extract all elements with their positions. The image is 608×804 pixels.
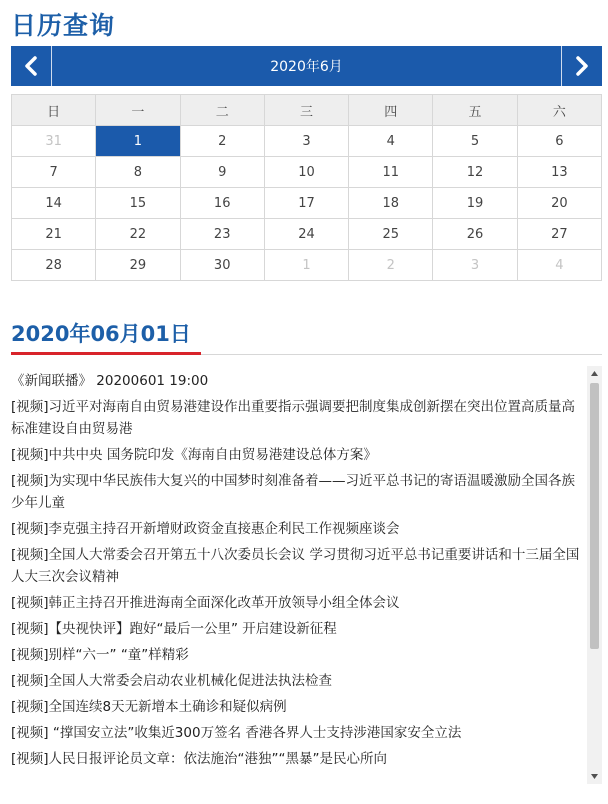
calendar-day[interactable]: 30 [180, 250, 264, 281]
news-item-link[interactable]: [视频]中共中央 国务院印发《海南自由贸易港建设总体方案》 [11, 447, 377, 463]
weekday-label: 六 [517, 95, 601, 126]
calendar-day[interactable]: 29 [96, 250, 180, 281]
month-navigator [11, 46, 602, 86]
news-panel [11, 366, 602, 784]
chevron-right-icon [574, 56, 590, 76]
calendar-day[interactable]: 4 [517, 250, 601, 281]
calendar-day[interactable]: 21 [12, 219, 96, 250]
calendar-day[interactable]: 19 [433, 188, 517, 219]
calendar-day[interactable]: 25 [349, 219, 433, 250]
news-item-link[interactable]: [视频]李克强主持召开新增财政资金直接惠企利民工作视频座谈会 [11, 521, 400, 537]
news-item-link[interactable]: [视频]为实现中华民族伟大复兴的中国梦时刻准备着——习近平总书记的寄语温暖激励全国各族少年儿童 [11, 473, 576, 511]
weekday-label: 日 [12, 95, 96, 126]
weekday-header-row [12, 95, 602, 126]
calendar-grid [11, 94, 602, 281]
calendar-week-row [12, 188, 602, 219]
chevron-left-icon [23, 56, 39, 76]
calendar-day[interactable]: 5 [433, 126, 517, 157]
calendar-day[interactable]: 16 [180, 188, 264, 219]
news-item-link[interactable]: [视频]全国连续8天无新增本土确诊和疑似病例 [11, 699, 287, 715]
scroll-up-arrow[interactable] [587, 366, 602, 381]
calendar-day[interactable]: 10 [264, 157, 348, 188]
news-item-link[interactable]: [视频]韩正主持召开推进海南全面深化改革开放领导小组全体会议 [11, 595, 400, 611]
page-title: 日历查询 [11, 11, 116, 40]
calendar-week-row [12, 250, 602, 281]
scrollbar[interactable] [587, 366, 602, 784]
weekday-label: 五 [433, 95, 517, 126]
calendar-day[interactable]: 2 [349, 250, 433, 281]
calendar-day[interactable]: 31 [12, 126, 96, 157]
prev-month-button[interactable] [11, 46, 52, 86]
calendar-day[interactable]: 2 [180, 126, 264, 157]
next-month-button[interactable] [561, 46, 602, 86]
selected-date-heading: 2020年06月01日 [11, 322, 191, 346]
triangle-down-icon [591, 774, 598, 779]
news-item-link[interactable]: [视频]别样“六一” “童”样精彩 [11, 647, 189, 663]
calendar-day[interactable]: 22 [96, 219, 180, 250]
news-item-link[interactable]: [视频]全国人大常委会召开第五十八次委员长会议 学习贯彻习近平总书记重要讲话和十三届全国人大三次会议精神 [11, 547, 580, 585]
calendar-day[interactable]: 3 [433, 250, 517, 281]
calendar-day[interactable]: 27 [517, 219, 601, 250]
calendar-week-row [12, 219, 602, 250]
calendar-week-row [12, 157, 602, 188]
calendar-day[interactable]: 9 [180, 157, 264, 188]
calendar-day[interactable]: 13 [517, 157, 601, 188]
weekday-label: 一 [96, 95, 180, 126]
calendar-day[interactable]: 1 [264, 250, 348, 281]
calendar-day[interactable]: 18 [349, 188, 433, 219]
triangle-up-icon [591, 371, 598, 376]
calendar-day[interactable]: 17 [264, 188, 348, 219]
calendar-day[interactable]: 11 [349, 157, 433, 188]
calendar-week-row [12, 126, 602, 157]
heading-underline [11, 352, 201, 355]
scroll-thumb[interactable] [590, 383, 599, 649]
news-program-header: 《新闻联播》 20200601 19:00 [11, 373, 209, 389]
calendar-day[interactable]: 24 [264, 219, 348, 250]
news-item-link[interactable]: [视频]人民日报评论员文章：依法施治“港独”“黑暴”是民心所向 [11, 751, 388, 767]
news-item-link[interactable]: [视频]习近平对海南自由贸易港建设作出重要指示强调要把制度集成创新摆在突出位置高质量高标准建设自由贸易港 [11, 399, 576, 437]
news-item-link[interactable]: [视频]全国人大常委会启动农业机械化促进法执法检查 [11, 673, 333, 689]
calendar-day[interactable]: 7 [12, 157, 96, 188]
calendar-day[interactable]: 15 [96, 188, 180, 219]
news-item-link[interactable]: [视频] “撑国安立法”收集近300万签名 香港各界人士支持涉港国家安全立法 [11, 725, 462, 741]
calendar-day[interactable]: 23 [180, 219, 264, 250]
weekday-label: 三 [264, 95, 348, 126]
calendar-day[interactable]: 26 [433, 219, 517, 250]
calendar-day[interactable]: 14 [12, 188, 96, 219]
calendar-day[interactable]: 4 [349, 126, 433, 157]
calendar-day[interactable]: 6 [517, 126, 601, 157]
news-item-link[interactable]: [视频]【央视快评】跑好“最后一公里” 开启建设新征程 [11, 621, 337, 637]
month-label: 2020年6月 [270, 59, 343, 75]
weekday-label: 四 [349, 95, 433, 126]
calendar-day[interactable]: 8 [96, 157, 180, 188]
calendar-day[interactable]: 28 [12, 250, 96, 281]
weekday-label: 二 [180, 95, 264, 126]
calendar-day[interactable]: 20 [517, 188, 601, 219]
calendar-day[interactable]: 12 [433, 157, 517, 188]
scroll-down-arrow[interactable] [587, 769, 602, 784]
calendar-day[interactable]: 3 [264, 126, 348, 157]
news-list [11, 370, 585, 774]
calendar-day-selected[interactable]: 1 [96, 126, 180, 157]
